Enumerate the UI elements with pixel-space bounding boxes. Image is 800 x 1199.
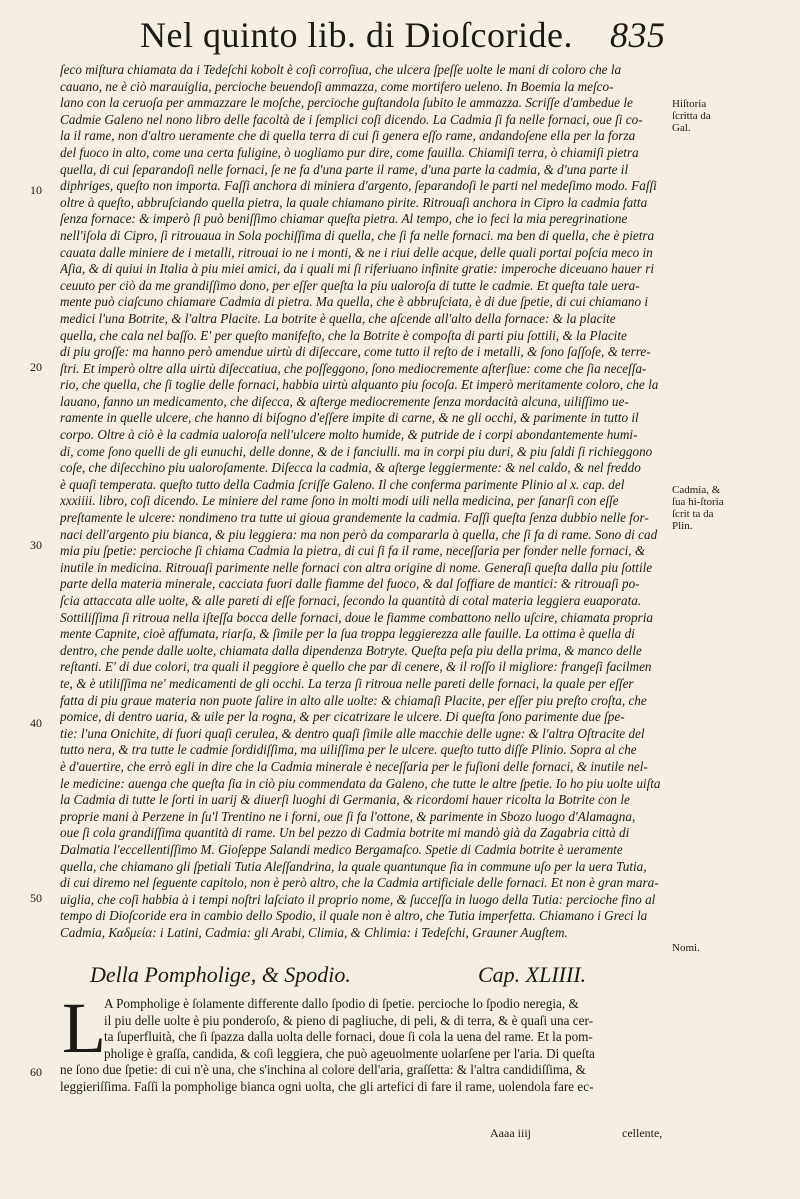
chapter-title: Della Pompholige, & Spodio. <box>90 962 351 987</box>
catchword: cellente, <box>622 1126 663 1140</box>
text-line: proprie mani à Perzene in ſu'l Trentino ne i forni, oue ſi fa l'ottone, & parimente in Sbozo luogo d'Alamagna, <box>60 808 636 824</box>
text-line: è quaſi temperata. queſto tutto della Cadmia ſcriſſe Galeno. Il che conferma parimente Plinio al x. cap. del <box>60 476 625 492</box>
running-header <box>140 14 700 56</box>
text-line: cauata dalle miniere de i metalli, ritrouai io ne i monti, & ne i riui delle acque, delle quali portai poſcia meco in <box>60 244 653 260</box>
text-line: dentro, che pende dalle uolte, chiamata dalla dipendenza Botryte. Queſta peſa piu della prima, & manco delle <box>60 642 642 658</box>
main-text <box>60 62 670 941</box>
text-line: uiglia, che coſi habbia à i tempi noſtri laſciato il proprio nome, & ſucceſſa in luogo della Tutia: percioche fino al <box>60 891 656 907</box>
line-number: 10 <box>30 183 42 197</box>
text-line: Aſia, & di quiui in Italia à piu miei amici, da i quali mi ſi riferiuano infinite gratie: imperoche diceuano hauer ri <box>60 261 654 277</box>
chapter-number: Cap. XLIIII. <box>478 962 587 987</box>
line-number: 20 <box>30 360 42 374</box>
chapter-text-line: A Pompholige è ſolamente differente dallo ſpodio di ſpetie. percioche lo ſpodio neregia, & <box>104 996 579 1011</box>
text-line: mia piu ſpetie: percioche ſi chiama Cadmia la pietra, di cui ſi fa il rame, neceſſaria per fonder nelle fornaci, & <box>60 543 646 559</box>
margin-note-nomi: Nomi. <box>672 942 700 954</box>
text-line: ſeco miſtura chiamata da i Tedeſchi kobolt è coſi corroſiua, che ulcera ſpeſſe uolte le mani di coloro che la <box>60 62 622 77</box>
text-line: corpo. Oltre à ciò è la cadmia ualoroſa nell'ulcere molto humide, & putride de i corpi abondantemente humi- <box>60 427 638 443</box>
text-line: pomice, di dentro uaria, & uile per la rogna, & per cicatrizare le ulcere. Di queſta ſono parimente due ſpe- <box>60 709 625 725</box>
text-line: reſtanti. E' di due colori, tra quali il peggiore è quello che par di cenere, & il roſſo il migliore: frangeſi facilmen <box>60 659 652 675</box>
text-line: tie: l'una Onichite, di fuori quaſi cerulea, & dentro quaſi ſimile alle macchie delle ugne: & l'altra Oſtracite del <box>60 725 645 741</box>
text-line: di cui diremo nel ſeguente capitolo, non è però altro, che la Cadmia artificiale delle fornaci. Et non è gran mara- <box>60 875 659 891</box>
text-line: di, come ſono quelli de gli eunuchi, delle donne, & de i fanciulli. ma in corpi piu duri, & piu ſaldi ſi richieggono <box>60 443 653 459</box>
text-line: diphriges, queſto non importa. Faſſi anchora di miniera d'argento, ſeparandoſi le parti nel medeſimo modo. Faſſi <box>60 178 657 194</box>
text-line: nell'iſola di Cipro, ſi ritrouaua in Sola pochiſſima di quella, che ſi fa nelle fornaci. ma ben di quella, che è pietra <box>60 227 655 243</box>
text-line: la Cadmia di tutte le ſorti in uarij & diuerſi luoghi di Germania, & ricordomi hauer ricolta la Botrite con le <box>60 792 630 808</box>
text-line: Dalmatia l'eccellentiſſimo M. Gioſeppe Salandi medico Bergamaſco. Spetie di Cadmia botrite è ueramente <box>60 841 623 857</box>
line-number: 60 <box>30 1065 42 1079</box>
text-line: ſcia attaccata alle uolte, & alle pareti di eſſe fornaci, ſecondo la quantità di cotal materia leggiera euaporata. <box>60 593 642 608</box>
text-line: lano con la ceruoſa per ammazzare le moſche, percioche guſtandola ſubito le ammazza. Scriſſe d'ambedue le <box>60 95 633 111</box>
text-line: xxxiiii. libro, coſi dicendo. Le miniere del rame ſono in molti modi uili nella medicina, per ſanarſi con eſſe <box>60 493 619 509</box>
chapter-heading <box>90 962 690 988</box>
page-number: 835 <box>610 15 666 55</box>
text-line: coſe, che diſecchino piu ualoroſamente. Diſecca la cadmia, & aſterge leggiermente: & nel caldo, & nel freddo <box>60 460 641 476</box>
text-line: inutile in medicina. Ritrouaſi parimente nelle fornaci con altra origine di nome. Generaſi queſta dalla piu ſottile <box>60 559 653 575</box>
chapter-text-line: pholige è graſſa, candida, & coſi leggiera, che può ageuolmente uolarſene per l'aria. Di queſta <box>104 1045 595 1061</box>
margin-note-historia: Hiſtoria ſcritta da Gal. <box>672 98 711 134</box>
chapter-text <box>60 988 670 1096</box>
text-line: tempo di Dioſcoride era in cambio dello Spodio, il quale non è altro, che Tutia imperfetta. Chiamano i Greci la <box>60 908 648 924</box>
text-line: quella, di cui ſeparandoſi nelle fornaci, ſe ne fa d'una parte il rame, d'una parte la cadmia, & d'una parte il <box>60 161 629 177</box>
signature-mark: Aaaa iiij <box>490 1126 531 1140</box>
text-line: mente Capnite, cioè affumata, riarſa, & ſimile per la ſua troppa leggierezza alle fauille. La ottima è quella di <box>60 626 635 642</box>
text-line: fatta di piu graue materia non puote ſalire in alto alle uolte: & chiamaſi Placite, per eſſer piu preſto croſta, che <box>60 692 647 708</box>
text-line: ſtri. Et imperò oltre alla uirtù diſeccatiua, che poſſeggono, ſono mediocremente aſterſiue: come che ſia neceſſa- <box>60 360 647 376</box>
chapter-text-line: ne ſono due ſpetie: di cui n'è una, che s'inchina al colore dell'aria, graſſetta: & l'altra candidiſſima, & <box>60 1062 586 1078</box>
text-line: rio, che quella, che ſi toglie delle fornaci, habbia uirtù alquanto piu ſocoſa. Et imperò meritamente coloro, che la <box>60 377 659 393</box>
text-line: te, & è utiliſſima ne' medicamenti de gli occhi. La terza ſi ritroua nelle pareti delle fornaci, la quale per eſſer <box>60 675 634 691</box>
text-line: preſtamente le ulcere: nondimeno tra tutte ui gioua grandemente la cadmia. Faſſi queſta ſenza dubbio nelle for- <box>60 510 649 526</box>
text-line: ſenza fornace: & imperò ſi può beniſſimo chiamar queſta pietra. Al tempo, che io feci la mia peregrinatione <box>60 211 628 227</box>
chapter-text-line: ta ſuperfluità, che ſi ſpazza dalla uolta delle fornaci, doue ſi cola la uena del rame. Et la pom- <box>104 1029 593 1045</box>
text-line: parte della materia minerale, cacciata fuori dalle fiamme del fuoco, & dal ſoffiare de mantici: & ritrouaſi po- <box>60 576 640 592</box>
text-line: ramente in quelle ulcere, che hanno di biſogno d'eſſere impite di carne, & ne gli occhi, & parimente in tutto il <box>60 410 639 426</box>
text-line: quella, che chiamano gli ſpetiali Tutia Aleſſandrina, la quale quantunque ſia in commune uſo per la uera Tutia, <box>60 858 647 874</box>
text-line: oue ſi cola grandiſſima quantità di rame. Un bel pezzo di Cadmia botrite mi mandò già da Zagabria città di <box>60 825 630 841</box>
chapter-text-line: leggieriſſima. Faſſi la pompholige bianca ogni uolta, che gli artefici di fare il rame, uolendola fare ec- <box>60 1078 594 1094</box>
text-line: quella, che cala nel baſſo. E' per queſto manifeſto, che la Botrite è compoſta di parti piu ſottili, & la Placite <box>60 327 627 343</box>
text-line: naci dell'argento piu bianca, & piu leggiera: ma non però da compararla à quella, che ſi fa di rame. Sono di cad <box>60 526 658 542</box>
text-line: di piu groſſe: ma hanno però amendue uirtù di diſeccare, come tutto il reſto de i metalli, & ſono ſaſſoſe, & terre- <box>60 344 651 360</box>
text-line: cauano, ne è ciò marauiglia, percioche beuendoſi ammazza, come mortifero ueleno. In Boemia la meſco- <box>60 78 614 94</box>
text-line: le medicine: auenga che queſta ſia in ciò piu commendata da Galeno, che tutte le altre ſpetie. Io ho piu uolte uiſta <box>60 775 661 791</box>
text-line: è d'auertire, che errò egli in dire che la Cadmia minerale è neceſſaria per le fuſioni delle fornaci, & inutile nel- <box>60 758 648 774</box>
text-line: Sottiliſſima ſi ritroua nella iſteſſa bocca delle fornaci, doue le fiamme combattono nello uſcire, chiamata propria <box>60 609 653 625</box>
text-line: lauano, fanno un medicamento, che diſecca, & aſterge mediocremente ſenza mordacità alcuna, uiliſſimo ue- <box>60 393 629 409</box>
line-number: 30 <box>30 538 42 552</box>
text-line: mente può ciaſcuno chiamare Cadmia di pietra. Ma quella, che è abbruſciata, è di due ſpetie, di cui chiamano i <box>60 294 649 310</box>
text-line: ceuuto per ciò da me grandiſſimo dono, per eſſer queſta la piu ualoroſa di tutte le cadmie. Et queſta tale uera- <box>60 277 640 293</box>
line-number: 50 <box>30 891 42 905</box>
text-line: tutto nera, & tra tutte le cadmie ſordidiſſima, ma uiliſſima per le ulcere. queſto tutto diſſe Plinio. Sopra al che <box>60 742 637 758</box>
text-line: oltre à queſto, abbruſciando quella pietra, la quale chiamano pirite. Ritrouaſi anchora in Cipro la cadmia fatta <box>60 194 648 210</box>
running-title: Nel quinto lib. di Dioſcoride. <box>140 15 573 55</box>
chapter-text-line: il piu delle uolte è piu ponderoſo, & pieno di pagliuche, di peli, & di terra, & è quaſi una cer- <box>104 1012 593 1028</box>
text-line: medici l'una Botrite, & l'altra Placite. La botrite è quella, che aſcende all'alto della fornace: & la placite <box>60 310 616 326</box>
text-line: del fuoco in alto, come una certa fuligine, ò uogliamo pur dire, come fauilla. Chiamiſi terra, ò chiamiſi pietra <box>60 144 639 160</box>
drop-cap-initial: L <box>62 988 106 1068</box>
text-line: Cadmia, Καδμεία: i Latini, Cadmia: gli Arabi, Climia, & Chlimia: i Tedeſchi, Grauner Augſtem. <box>60 924 568 940</box>
line-number: 40 <box>30 716 42 730</box>
text-line: la il rame, non d'altro ueramente che di quella terra di cui ſi genera eſſo rame, andandoſene ella per la forza <box>60 128 636 144</box>
text-line: Cadmie Galeno nel nono libro delle facoltà de i ſemplici coſi dicendo. La Cadmia ſi fa nelle fornaci, oue ſi co- <box>60 111 643 127</box>
margin-note-cadmia: Cadmia, & ſua hi-ſtoria ſcrit ta da Plin. <box>672 484 724 532</box>
